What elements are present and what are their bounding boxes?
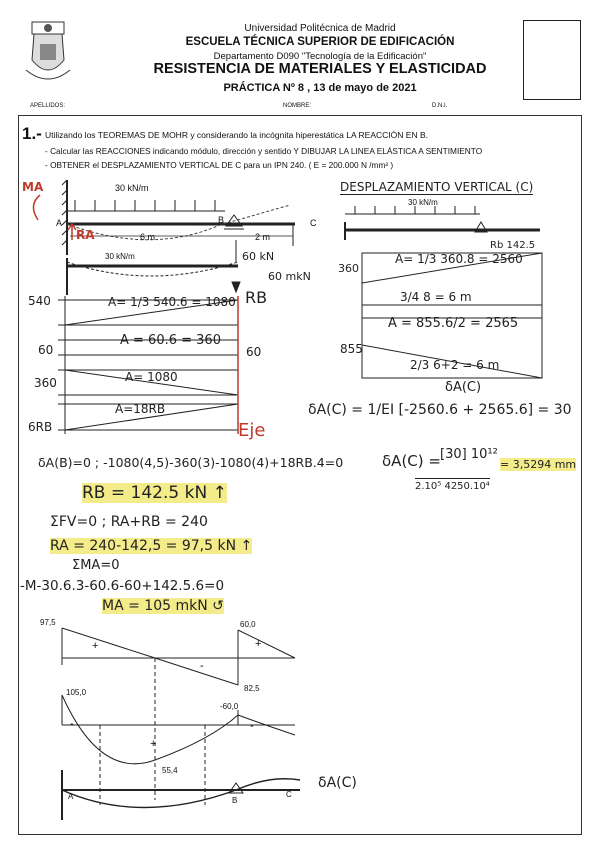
elastic-c: C (286, 790, 292, 799)
rp-title: DESPLAZAMIENTO VERTICAL (C) (340, 180, 534, 194)
beam-label-b: B (218, 215, 225, 225)
rp-a1: A= 1/3 360.8 = 2560 (395, 252, 523, 266)
eq-delta-ab: δA(B)=0 ; -1080(4,5)-360(3)-1080(4)+18RB.4=0 (38, 455, 344, 470)
problem-item-2: - OBTENER el DESPLAZAMIENTO VERTICAL DE C para un IPN 240. ( E = 200.000 N /mm² ) (45, 160, 394, 170)
free-body (67, 240, 240, 295)
ra-arrow (68, 224, 76, 240)
eq-ma: MA = 105 mkN ↺ (102, 598, 224, 614)
moment-minus-2: - (250, 720, 254, 732)
row2-text: A = 60.6 = 360 (120, 333, 221, 348)
free-body-p60: 60 kN (242, 250, 275, 263)
elastic-a: A (68, 792, 74, 801)
ma-arrow (33, 195, 40, 220)
rp-d2: 2/3 6+2 = 6 m (410, 358, 500, 372)
row2-left: 60 (38, 343, 54, 357)
rp-rb: Rb 142.5 (490, 240, 536, 251)
problem-item-1: - Calcular las REACCIONES indicando módulo, dirección y sentido Y DIBUJAR LA LINEA ELÁSTICA A SENTIMIENTO (45, 146, 483, 156)
rp-eq2-num: [30] 10¹² (440, 447, 498, 462)
row3-left: 360 (34, 376, 57, 390)
rp-a2: A = 855.6/2 = 2565 (388, 316, 519, 331)
eq-ra: RA = 240-142,5 = 97,5 kN ↑ (50, 538, 253, 554)
practice-title: PRÁCTICA Nº 8 , 13 de mayo de 2021 (223, 82, 417, 94)
eq-sum-ma: ΣMA=0 (72, 558, 120, 573)
elastic-line (62, 770, 300, 820)
shear-minus: - (200, 660, 204, 672)
shear-plus-1: + (92, 640, 99, 652)
beam-ra: RA (76, 228, 95, 242)
rp-d1: 3/4 8 = 6 m (400, 290, 472, 304)
free-body-m60: 60 mkN (268, 270, 311, 283)
row4-text: A=18RB (115, 402, 166, 416)
school-name: ESCUELA TÉCNICA SUPERIOR DE EDIFICACIÓN (185, 36, 455, 48)
university-name: Universidad Politécnica de Madrid (244, 23, 396, 34)
moment-v2: -60,0 (220, 702, 239, 711)
nombre-label: NOMBRE: (283, 103, 312, 109)
load-arrows (75, 200, 215, 211)
course-title: RESISTENCIA DE MATERIALES Y ELASTICIDAD (153, 61, 487, 77)
beam-label-a: A (56, 218, 63, 228)
beam-ma: MA (22, 180, 44, 194)
elastic-delta: δA(C) (318, 775, 357, 791)
department-name: Departamento D090 "Tecnología de la Edificación" (213, 51, 427, 62)
free-body-rb: RB (245, 288, 268, 307)
rp-delta-label: δA(C) (445, 380, 482, 395)
beam-span1: 6 m (140, 232, 156, 242)
shear-v1: 97,5 (40, 618, 56, 627)
rp-eq1: δA(C) = 1/EI [-2560.6 + 2565.6] = 30 (308, 402, 572, 418)
free-body-load: 30 kN/m (105, 252, 135, 261)
row4-left: 6RB (28, 420, 53, 434)
shear-v3: 82,5 (244, 684, 260, 693)
row2-right: 60 (246, 345, 262, 359)
beam-label-c: C (310, 218, 317, 228)
shear-diagram (62, 628, 295, 800)
row3-text: A= 1080 (125, 370, 178, 384)
eq-moments: -M-30.6.3-60.6-60+142.5.6=0 (20, 578, 225, 594)
eq-sum-fv: ΣFV=0 ; RA+RB = 240 (50, 514, 208, 530)
moment-diagram (62, 695, 295, 805)
beam-figure (62, 180, 295, 255)
apellidos-label: APELLIDOS: (30, 103, 66, 109)
rp-eq2-lhs: δA(C) = (382, 452, 441, 470)
rp-eq2-res: = 3,5294 mm (500, 458, 577, 471)
rp-eq2-den: 2.10⁵ 4250.10⁴ (415, 478, 490, 492)
row1-left: 540 (28, 294, 51, 308)
beam-span2: 2 m (255, 232, 271, 242)
moment-minus-1: - (70, 718, 74, 730)
beam-load: 30 kN/m (115, 183, 149, 193)
eq-rb: RB = 142.5 kN ↑ (82, 483, 227, 503)
rp-v1: 360 (338, 262, 359, 275)
moment-v1: 105,0 (66, 688, 87, 697)
rp-v2: 855 (340, 342, 363, 356)
shear-plus-2: + (255, 638, 262, 650)
row1-text: A= 1/3 540.6 = 1080 (108, 295, 236, 309)
problem-intro: Utilizando los TEOREMAS DE MOHR y considerando la incógnita hiperestática LA REACCIÓN EN B. (45, 130, 428, 140)
elastic-b: B (232, 796, 238, 805)
moment-plus: + (150, 738, 157, 750)
eje-label: Eje (238, 420, 266, 441)
dni-label: D.N.I. (432, 103, 448, 109)
moment-v3: 55,4 (162, 766, 178, 775)
rp-load: 30 kN/m (408, 198, 438, 207)
shear-v2: 60,0 (240, 620, 256, 629)
problem-number: 1.- (22, 124, 42, 143)
